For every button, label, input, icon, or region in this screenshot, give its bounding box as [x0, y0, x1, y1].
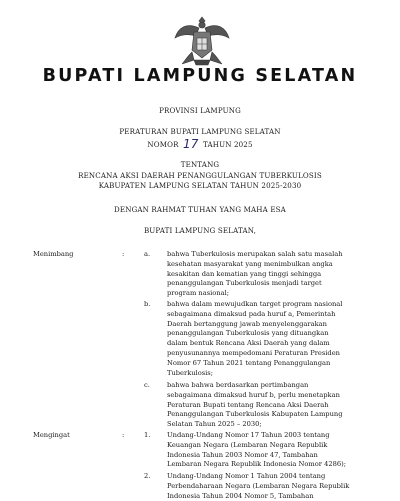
- subject-line-1: RENCANA AKSI DAERAH PENANGGULANGAN TUBERKULOSIS: [78, 171, 322, 180]
- list-marker: c.: [144, 381, 150, 389]
- menimbang-label: Menimbang: [33, 250, 74, 258]
- document-title: BUPATI LAMPUNG SELATAN: [42, 66, 358, 86]
- province-label: PROVINSI LAMPUNG: [159, 106, 241, 115]
- mengingat-colon: :: [122, 431, 125, 439]
- menimbang-colon: :: [122, 250, 125, 258]
- nomor-number: 17: [182, 137, 199, 151]
- list-item-text: Undang-Undang Nomor 1 Tahun 2004 tentang Perbendaharaan Negara (Lembaran Negara Republik Indonesia Tahun 2004 Nomor 5, Tambahan: [167, 472, 350, 500]
- garuda-emblem-icon: [172, 14, 232, 66]
- year-label: TAHUN 2025: [202, 140, 253, 149]
- list-marker: 1.: [144, 431, 151, 439]
- regulation-label: PERATURAN BUPATI LAMPUNG SELATAN: [119, 127, 281, 136]
- list-item-text: bahwa dalam mewujudkan target program nasional sebagaimana dimaksud pada huruf a, Pemerintah Daerah bertanggung jawab menyelenggarakan penanggulangan Tuberkulosis yang dituangkan dalam bentuk Rencana Aksi Daerah yang dalam penyusunannya mempedomani Peraturan Presiden Nomor 67 Tahun 2021 tentang Penanggulangan Tuberkulosis;: [167, 300, 343, 377]
- list-item-text: Undang-Undang Nomor 17 Tahun 2003 tentang Keuangan Negara (Lembaran Negara Republik Indonesia Tahun 2003 Nomor 47, Tambahan Lembaran Negara Republik Indonesia Nomor 4286);: [167, 431, 346, 469]
- tentang-label: TENTANG: [180, 160, 220, 169]
- list-marker: a.: [144, 250, 151, 258]
- list-item-text: bahwa Tuberkulosis merupakan salah satu masalah kesehatan masyarakat yang menimbulkan angka kesakitan dan kematian yang tinggi sehingga penanggulangan Tuberkulosis menjadi target program nasional;: [167, 250, 343, 298]
- nomor-label: NOMOR: [147, 140, 179, 149]
- mengingat-label: Mengingat: [33, 431, 70, 439]
- list-marker: b.: [144, 300, 151, 308]
- list-marker: 2.: [144, 472, 151, 480]
- subject-line-2: KABUPATEN LAMPUNG SELATAN TAHUN 2025-2030: [98, 181, 302, 190]
- list-item-text: bahwa bahwa berdasarkan pertimbangan sebagaimana dimaksud huruf b, perlu menetapkan Peraturan Bupati tentang Rencana Aksi Daerah Penanggulangan Tuberkulosis Kabupaten Lampung Selatan Tahun 2025 – 2030;: [167, 381, 343, 429]
- regulation-number-line: [0, 136, 400, 150]
- official-title: BUPATI LAMPUNG SELATAN,: [143, 226, 257, 235]
- blessing-text: DENGAN RAHMAT TUHAN YANG MAHA ESA: [114, 205, 286, 214]
